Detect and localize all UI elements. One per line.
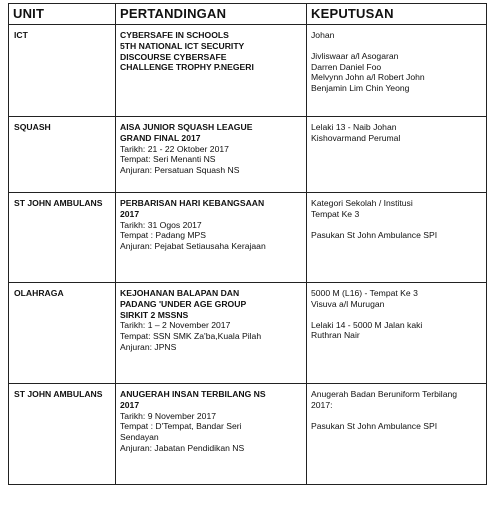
competition-cell (116, 384, 307, 485)
competition-title-line: CHALLENGE TROPHY P.NEGERI (120, 62, 254, 73)
result-cell (307, 283, 487, 384)
table-row (9, 193, 487, 283)
result-line: Ruthran Nair (311, 330, 360, 341)
competition-title-line: KEJOHANAN BALAPAN DAN (120, 288, 240, 298)
detail-line: Anjuran: Jabatan Pendidikan NS (120, 442, 245, 453)
detail-line: Tempat: SSN SMK Za'ba,Kuala Pilah (120, 331, 262, 342)
detail-line: Anjuran: Pejabat Setiausaha Kerajaan (120, 241, 266, 252)
result-line: 5000 M (L16) - Tempat Ke 3 (311, 288, 418, 298)
result-line: Jivliswaar a/l Asogaran (311, 50, 399, 61)
competition-cell (116, 25, 307, 117)
header-row (9, 4, 487, 25)
detail-line: Sendayan (120, 432, 159, 443)
competition-title-line: SIRKIT 2 MSSNS (120, 309, 189, 320)
result-line: Darren Daniel Foo (311, 61, 382, 72)
result-line: Kishovarmand Perumal (311, 132, 401, 143)
result-cell (307, 193, 487, 283)
competition-title-line: 2017 (120, 208, 140, 219)
detail-line: Tempat: Seri Menanti NS (120, 154, 216, 165)
result-line: Kategori Sekolah / Institusi (311, 198, 413, 208)
unit-cell: ST JOHN AMBULANS (9, 384, 116, 485)
table-row (9, 25, 487, 117)
result-line: Benjamin Lim Chin Yeong (311, 83, 410, 94)
detail-line: Tarikh: 31 Ogos 2017 (120, 219, 202, 230)
result-line: Pasukan St John Ambulance SPI (311, 229, 438, 240)
result-line: Johan (311, 30, 335, 40)
competition-title-line: ANUGERAH INSAN TERBILANG NS (120, 389, 266, 399)
result-line: Lelaki 13 - Naib Johan (311, 122, 397, 132)
result-line: Tempat Ke 3 (311, 208, 360, 219)
result-line: Anugerah Badan Beruniform Terbilang (311, 389, 458, 399)
spacer (311, 411, 482, 421)
detail-line: Anjuran: JPNS (120, 341, 177, 352)
competition-title-line: PADANG 'UNDER AGE GROUP (120, 298, 247, 309)
competition-cell (116, 283, 307, 384)
detail-line: Anjuran: Persatuan Squash NS (120, 165, 240, 176)
table-row (9, 283, 487, 384)
detail-line: Tempat : Padang MPS (120, 230, 206, 241)
result-line: Pasukan St John Ambulance SPI (311, 420, 438, 431)
detail-line: Tarikh: 1 – 2 November 2017 (120, 320, 231, 331)
unit-cell: ICT (9, 25, 116, 117)
detail-line: Tarikh: 21 - 22 Oktober 2017 (120, 143, 229, 154)
detail-line: Tempat : D'Tempat, Bandar Seri (120, 421, 242, 432)
result-cell (307, 384, 487, 485)
table-row (9, 117, 487, 193)
header-unit: UNIT (9, 4, 116, 25)
competition-title-line: 5TH NATIONAL ICT SECURITY (120, 40, 245, 51)
spacer (311, 310, 482, 320)
unit-cell: SQUASH (9, 117, 116, 193)
result-line: 2017: (311, 399, 333, 410)
detail-line: Tarikh: 9 November 2017 (120, 410, 217, 421)
competition-title-line: PERBARISAN HARI KEBANGSAAN (120, 198, 265, 208)
competition-cell (116, 117, 307, 193)
result-line: Melvynn John a/l Robert John (311, 72, 425, 83)
results-table (8, 3, 487, 485)
unit-cell: OLAHRAGA (9, 283, 116, 384)
competition-title-line: AISA JUNIOR SQUASH LEAGUE (120, 122, 253, 132)
competition-title-line: CYBERSAFE IN SCHOOLS (120, 30, 229, 40)
spacer (311, 220, 482, 230)
competition-title-line: GRAND FINAL 2017 (120, 132, 201, 143)
competition-title-line: 2017 (120, 399, 140, 410)
header-result: KEPUTUSAN (307, 4, 487, 25)
competition-title-line: DISCOURSE CYBERSAFE (120, 51, 227, 62)
table-row (9, 384, 487, 485)
unit-cell: ST JOHN AMBULANS (9, 193, 116, 283)
header-competition: PERTANDINGAN (116, 4, 307, 25)
competition-cell (116, 193, 307, 283)
result-line: Visuva a/l Murugan (311, 298, 385, 309)
spacer (311, 41, 482, 51)
result-cell (307, 117, 487, 193)
result-cell (307, 25, 487, 117)
result-line: Lelaki 14 - 5000 M Jalan kaki (311, 319, 423, 330)
